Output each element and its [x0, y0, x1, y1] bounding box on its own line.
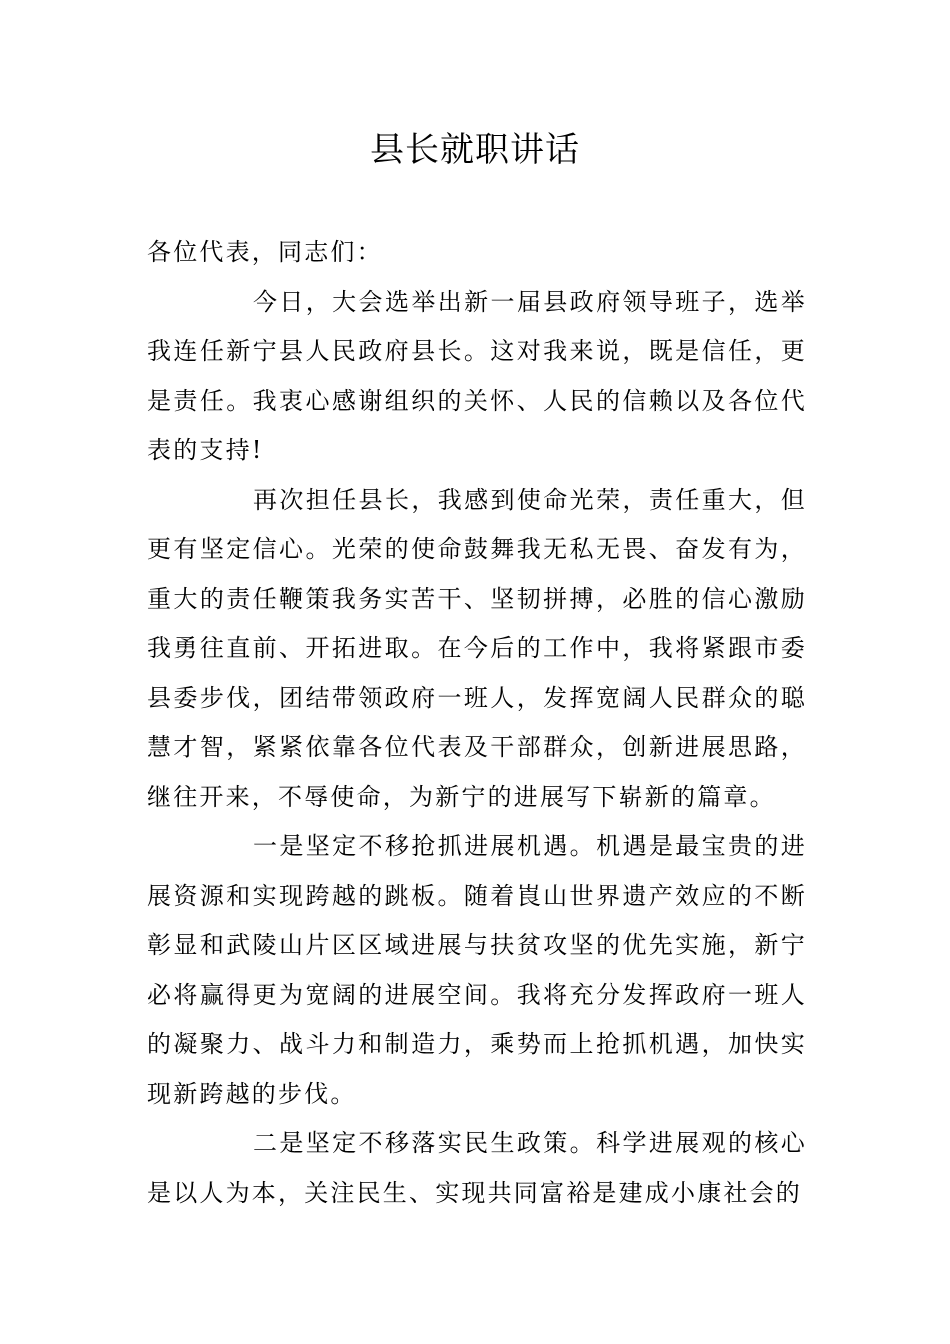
paragraph-2: 再次担任县长，我感到使命光荣，责任重大，但更有坚定信心。光荣的使命鼓舞我无私无畏、奋发有为，重大的责任鞭策我务实苦干、坚韧拼搏，必胜的信心激励我勇往直前、开拓进取。在今后的工作中，我将紧跟市委县委步伐，团结带领政府一班人，发挥宽阔人民群众的聪慧才智，紧紧依靠各位代表及干部群众，创新进展思路，继往开来，不辱使命，为新宁的进展写下崭新的篇章。: [147, 485, 807, 811]
paragraph-3: 一是坚定不移抢抓进展机遇。机遇是最宝贵的进展资源和实现跨越的跳板。随着崀山世界遗产效应的不断彰显和武陵山片区区域进展与扶贫攻坚的优先实施，新宁必将赢得更为宽阔的进展空间。我将充分发挥政府一班人的凝聚力、战斗力和制造力，乘势而上抢抓机遇，加快实现新跨越的步伐。: [147, 832, 807, 1108]
document-title: 县长就职讲话: [370, 130, 580, 170]
salutation: 各位代表，同志们：: [147, 238, 383, 266]
paragraph-4: 二是坚定不移落实民生政策。科学进展观的核心是以人为本，关注民生、实现共同富裕是建成小康社会的: [147, 1129, 807, 1207]
document-body: [147, 228, 807, 1218]
paragraph-1: 今日，大会选举出新一届县政府领导班子，选举我连任新宁县人民政府县长。这对我来说，既是信任，更是责任。我衷心感谢组织的关怀、人民的信赖以及各位代表的支持!: [147, 287, 807, 464]
